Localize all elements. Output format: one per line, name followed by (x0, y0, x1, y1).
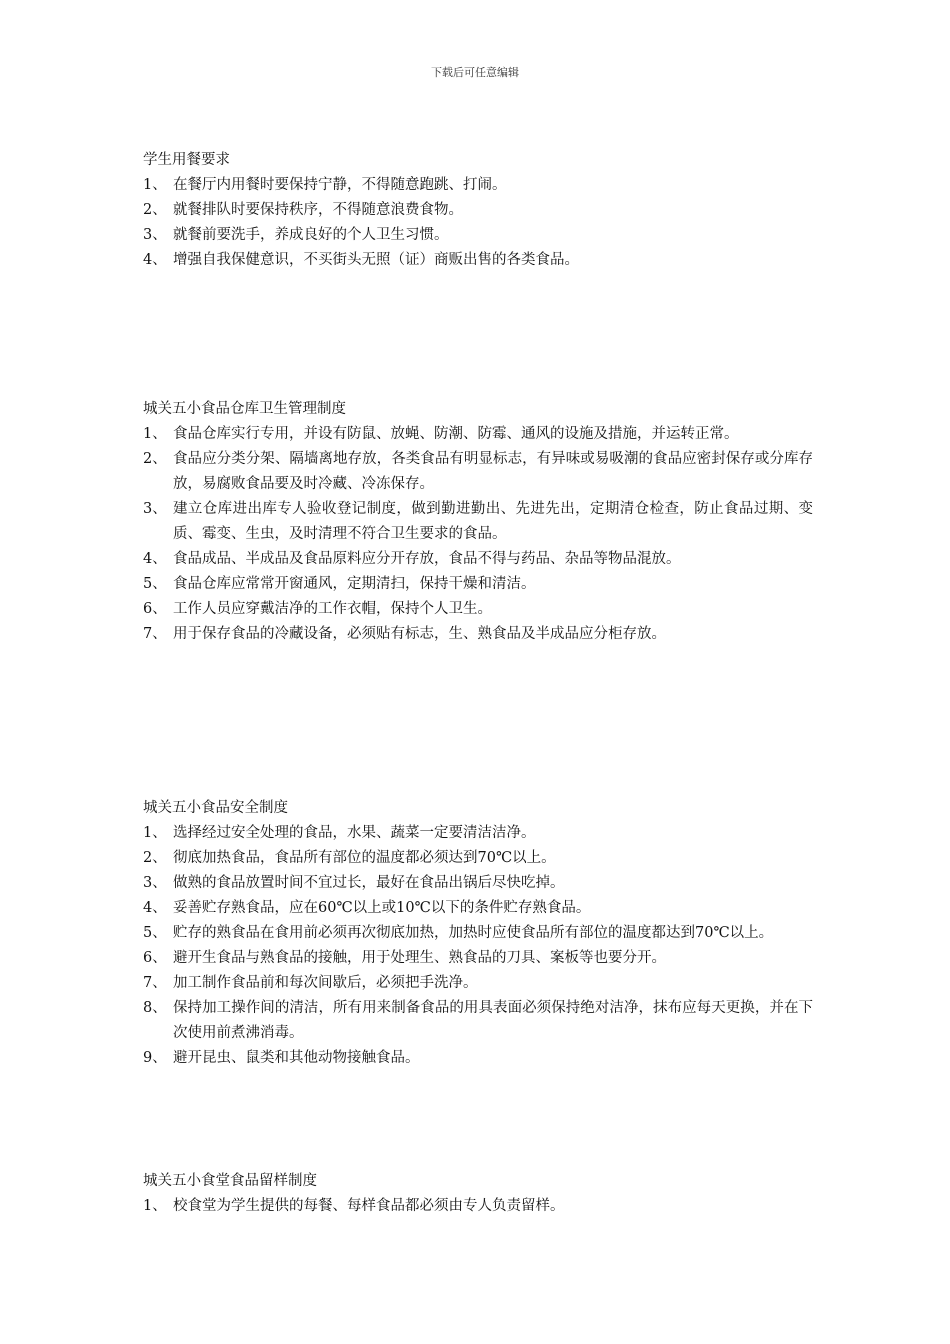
list-item (143, 846, 813, 871)
item-text: 工作人员应穿戴洁净的工作衣帽，保持个人卫生。 (173, 601, 492, 617)
item-text: 食品成品、半成品及食品原料应分开存放，食品不得与药品、杂品等物品混放。 (173, 551, 681, 567)
item-number: 4、 (143, 551, 167, 567)
item-number: 1、 (143, 825, 167, 841)
section-food-sample-retention (143, 1169, 813, 1219)
item-number: 2、 (143, 202, 167, 218)
list-item (143, 248, 813, 273)
section-title: 城关五小食品仓库卫生管理制度 (143, 401, 346, 417)
item-text: 食品仓库实行专用，并设有防鼠、放蝇、防潮、防霉、通风的设施及措施，并运转正常。 (173, 426, 739, 442)
list-item (143, 173, 813, 198)
item-number: 1、 (143, 1198, 167, 1214)
item-number: 5、 (143, 925, 167, 941)
item-text: 彻底加热食品，食品所有部位的温度都必须达到70℃以上。 (173, 850, 556, 866)
item-text: 加工制作食品前和每次间歇后，必须把手洗净。 (173, 975, 478, 991)
section-title: 城关五小食品安全制度 (143, 800, 288, 816)
item-text: 食品仓库应常常开窗通风，定期清扫，保持干燥和清洁。 (173, 576, 536, 592)
item-number: 6、 (143, 601, 167, 617)
item-number: 4、 (143, 900, 167, 916)
item-text: 食品应分类分架、隔墙离地存放，各类食品有明显标志，有异味或易吸潮的食品应密封保存或分库存放，易腐败食品要及时冷藏、冷冻保存。 (173, 451, 813, 492)
item-number: 9、 (143, 1050, 167, 1066)
list-item (143, 572, 813, 597)
item-text: 用于保存食品的冷藏设备，必须贴有标志，生、熟食品及半成品应分柜存放。 (173, 626, 666, 642)
item-number: 4、 (143, 252, 167, 268)
list-item (143, 921, 813, 946)
item-text: 增强自我保健意识，不买街头无照（证）商贩出售的各类食品。 (173, 252, 579, 268)
section-food-safety (143, 796, 813, 1071)
list-item (143, 1194, 813, 1219)
list-item (143, 1046, 813, 1071)
item-text: 避开昆虫、鼠类和其他动物接触食品。 (173, 1050, 420, 1066)
item-number: 1、 (143, 426, 167, 442)
section-student-dining-rules (143, 148, 813, 273)
page-header: 下载后可任意编辑 (431, 66, 519, 79)
list-item (143, 622, 813, 647)
item-number: 8、 (143, 1000, 167, 1016)
list-item (143, 497, 813, 547)
list-item (143, 896, 813, 921)
section-title: 城关五小食堂食品留样制度 (143, 1173, 317, 1189)
item-text: 校食堂为学生提供的每餐、每样食品都必须由专人负责留样。 (173, 1198, 565, 1214)
item-number: 3、 (143, 875, 167, 891)
item-text: 就餐排队时要保持秩序，不得随意浪费食物。 (173, 202, 463, 218)
item-number: 3、 (143, 501, 167, 517)
item-text: 选择经过安全处理的食品，水果、蔬菜一定要清洁洁净。 (173, 825, 536, 841)
list-item (143, 198, 813, 223)
list-item (143, 821, 813, 846)
list-item (143, 223, 813, 248)
item-number: 7、 (143, 975, 167, 991)
item-number: 2、 (143, 451, 167, 467)
item-number: 3、 (143, 227, 167, 243)
list-item (143, 447, 813, 497)
item-number: 7、 (143, 626, 167, 642)
list-item (143, 971, 813, 996)
item-text: 做熟的食品放置时间不宜过长，最好在食品出锅后尽快吃掉。 (173, 875, 565, 891)
item-text: 妥善贮存熟食品，应在60℃以上或10℃以下的条件贮存熟食品。 (173, 900, 591, 916)
list-item (143, 871, 813, 896)
list-item (143, 946, 813, 971)
item-number: 1、 (143, 177, 167, 193)
item-number: 2、 (143, 850, 167, 866)
item-number: 5、 (143, 576, 167, 592)
item-text: 在餐厅内用餐时要保持宁静，不得随意跑跳、打闹。 (173, 177, 507, 193)
list-item (143, 996, 813, 1046)
list-item (143, 597, 813, 622)
item-text: 贮存的熟食品在食用前必须再次彻底加热，加热时应使食品所有部位的温度都达到70℃以上。 (173, 925, 774, 941)
item-text: 就餐前要洗手，养成良好的个人卫生习惯。 (173, 227, 449, 243)
item-text: 保持加工操作间的清洁，所有用来制备食品的用具表面必须保持绝对洁净，抹布应每天更换，并在下次使用前煮沸消毒。 (173, 1000, 813, 1041)
item-number: 6、 (143, 950, 167, 966)
list-item (143, 422, 813, 447)
section-warehouse-hygiene (143, 397, 813, 647)
item-text: 建立仓库进出库专人验收登记制度，做到勤进勤出、先进先出，定期清仓检查，防止食品过期、变质、霉变、生虫，及时清理不符合卫生要求的食品。 (173, 501, 813, 542)
list-item (143, 547, 813, 572)
item-text: 避开生食品与熟食品的接触，用于处理生、熟食品的刀具、案板等也要分开。 (173, 950, 666, 966)
section-title: 学生用餐要求 (143, 152, 230, 168)
